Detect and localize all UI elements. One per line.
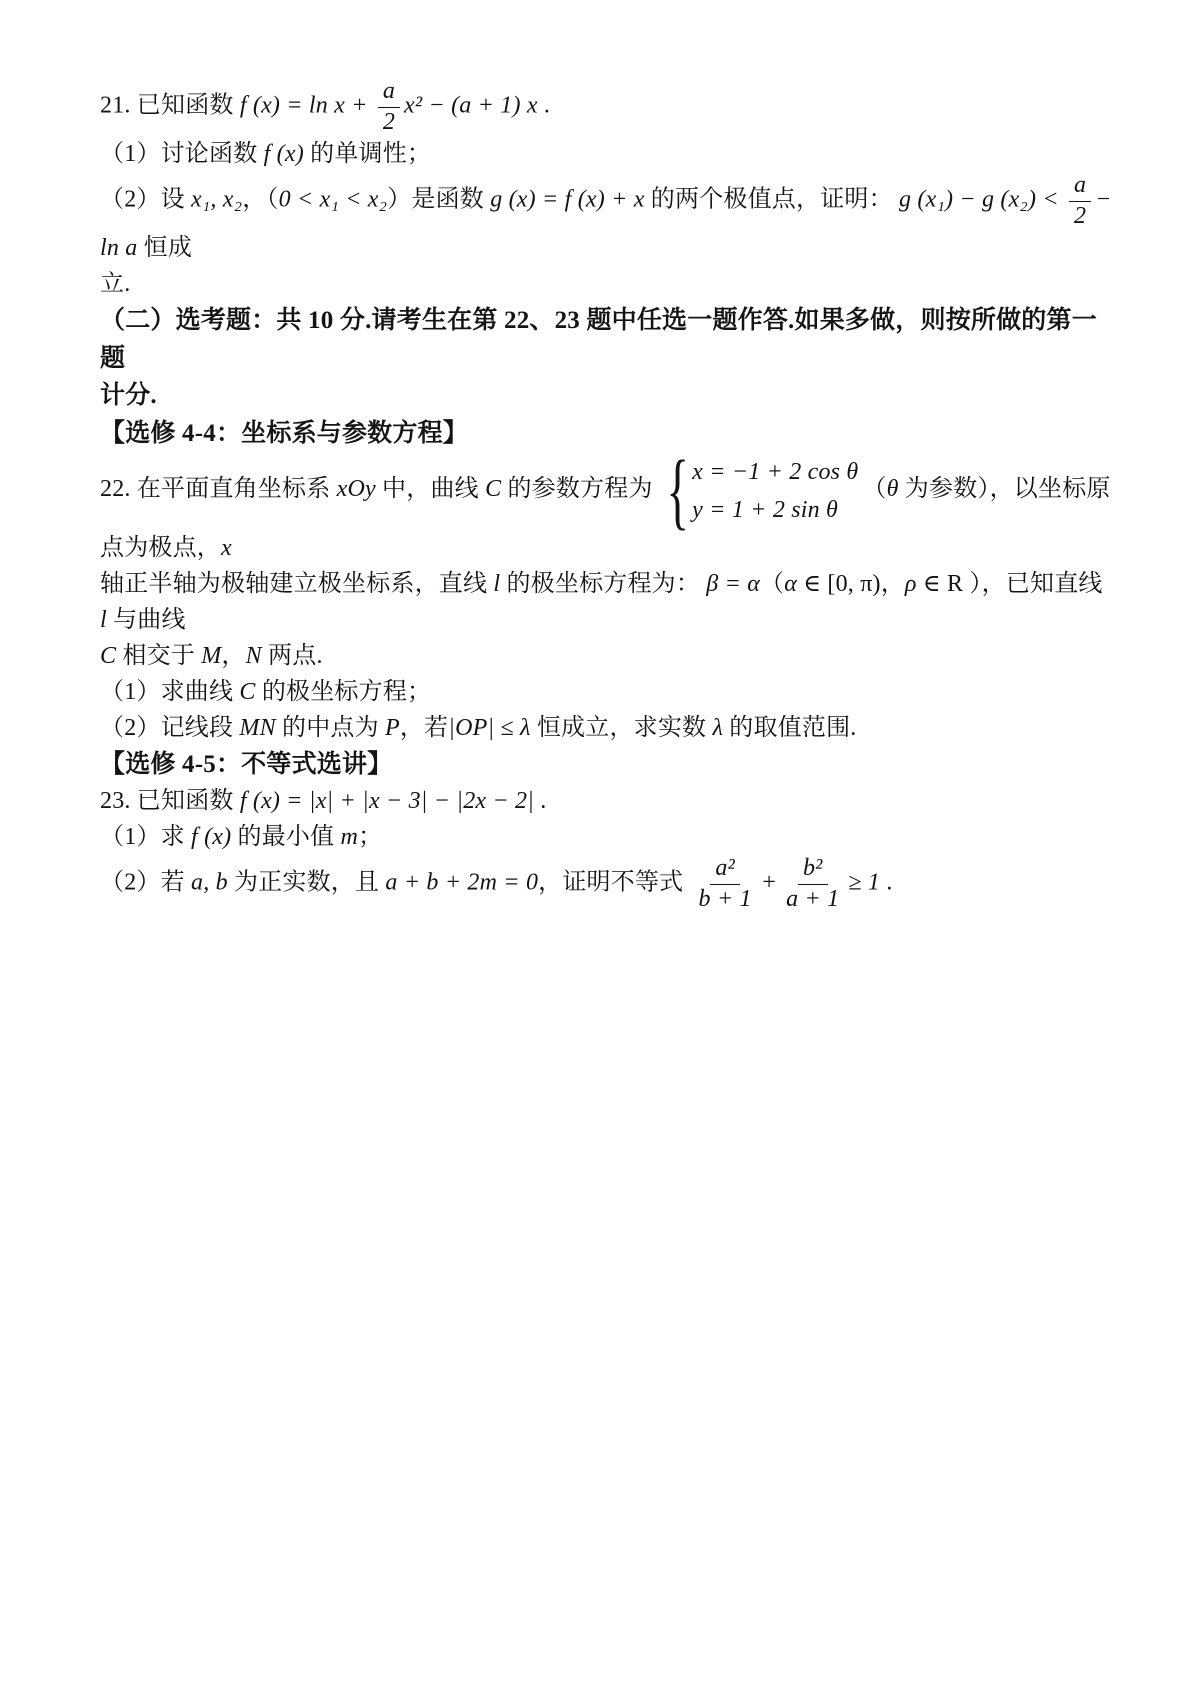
math-text: f (x) = ln x + bbox=[239, 92, 374, 119]
text: 的最小值 bbox=[231, 824, 341, 851]
equation-system bbox=[657, 442, 859, 539]
math-text: a + b + 2m = 0 bbox=[385, 869, 539, 896]
math-text: MN bbox=[239, 714, 276, 741]
left-brace: { bbox=[666, 442, 689, 539]
math-text: x bbox=[221, 534, 232, 561]
text: 的参数方程为 bbox=[501, 476, 653, 503]
math-text: α bbox=[784, 570, 798, 597]
text: ，证明不等式 bbox=[538, 869, 690, 896]
q21-part1 bbox=[100, 136, 1112, 172]
text: 的取值范围. bbox=[723, 714, 857, 741]
math-text: f (x) = |x| + |x − 3| − |2x − 2| bbox=[239, 788, 535, 815]
text: （2）若 bbox=[100, 869, 191, 896]
math-text: xOy bbox=[336, 476, 376, 503]
q23-intro bbox=[100, 783, 1112, 819]
elective45-header bbox=[100, 746, 1112, 784]
math-text: θ bbox=[886, 476, 899, 503]
fraction: $\frac{\text{a²}}{b + 1}$ bbox=[698, 855, 752, 912]
text: 立. bbox=[100, 271, 131, 298]
math-text: C bbox=[485, 476, 502, 503]
text: ，（ bbox=[242, 186, 279, 213]
text: 为参数），以坐标原点为极点， bbox=[100, 476, 1111, 561]
math-text: λ bbox=[712, 714, 724, 741]
q23-part1 bbox=[100, 819, 1112, 855]
text: 恒成立，求实数 bbox=[530, 714, 713, 741]
equation-row: y = 1 + 2 sin θ bbox=[692, 497, 839, 524]
math-text: x² − (a + 1) x bbox=[404, 92, 538, 119]
q22-part1 bbox=[100, 674, 1112, 710]
q22-part2 bbox=[100, 710, 1112, 746]
text: 计分. bbox=[100, 382, 157, 410]
math-text: f (x) bbox=[191, 824, 232, 851]
text: ∈ R ），已知直线 bbox=[916, 570, 1103, 597]
text: 的极坐标方程为： bbox=[500, 570, 707, 597]
math-text: l bbox=[493, 570, 501, 597]
text: （2）设 bbox=[100, 186, 191, 213]
section2-header bbox=[100, 302, 1112, 377]
text: . bbox=[537, 92, 551, 119]
q22-intro-cont bbox=[100, 566, 1112, 638]
text: ， bbox=[221, 642, 246, 669]
math-text: m bbox=[340, 824, 359, 851]
text: 【选修 4-5：不等式选讲】 bbox=[100, 750, 393, 778]
text: ； bbox=[358, 824, 383, 851]
math-text: C bbox=[239, 678, 256, 705]
math-text: x₁, x₂ bbox=[191, 186, 243, 213]
text: ）是函数 bbox=[387, 186, 491, 213]
text: ，若 bbox=[399, 714, 449, 741]
text: 两点. bbox=[261, 642, 323, 669]
text: 21. 已知函数 bbox=[100, 92, 240, 119]
math-text: g (x₁) − g (x₂) < bbox=[899, 186, 1065, 213]
text: . bbox=[880, 869, 893, 896]
text: 相交于 bbox=[116, 642, 202, 669]
text: 的两个极值点，证明： bbox=[644, 186, 899, 213]
math-text: f (x) bbox=[263, 141, 304, 168]
text: 的单调性； bbox=[303, 141, 432, 168]
math-text: − ln a bbox=[100, 186, 1112, 262]
math-text: a, b bbox=[191, 869, 228, 896]
text: 与曲线 bbox=[106, 606, 186, 633]
text: 的极坐标方程； bbox=[255, 678, 432, 705]
equation-row: x = −1 + 2 cos θ bbox=[692, 459, 859, 486]
math-text: |OP| ≤ λ bbox=[448, 714, 531, 741]
q21-part2 bbox=[100, 172, 1112, 266]
math-text: l bbox=[100, 606, 107, 633]
q21-intro bbox=[100, 78, 1112, 136]
text: 23. 已知函数 bbox=[100, 788, 240, 815]
fraction: $\frac{a}{2}$ bbox=[1069, 172, 1091, 230]
text: （2）记线段 bbox=[100, 714, 240, 741]
text: 【选修 4-4：坐标系与参数方程】 bbox=[100, 419, 468, 447]
math-text: N bbox=[245, 642, 262, 669]
fraction: $\frac{a}{2}$ bbox=[378, 78, 400, 136]
math-text: ≥ 1 bbox=[848, 869, 881, 896]
text: （二）选考题：共 10 分.请考生在第 22、23 题中任选一题作答.如果多做，则按所做的第一题 bbox=[100, 307, 1097, 372]
text: 22. 在平面直角坐标系 bbox=[100, 476, 337, 503]
q22-intro-cont2 bbox=[100, 638, 1112, 674]
text: （1）讨论函数 bbox=[100, 141, 264, 168]
math-text: ρ bbox=[904, 570, 917, 597]
q22-intro bbox=[100, 442, 1112, 565]
math-text: C bbox=[100, 642, 117, 669]
section2-cont bbox=[100, 377, 1112, 415]
fraction: $\frac{\text{b²}}{a + 1}$ bbox=[786, 855, 840, 912]
text: 轴正半轴为极轴建立极坐标系，直线 bbox=[100, 570, 494, 597]
text: （ bbox=[760, 570, 785, 597]
text: 的中点为 bbox=[275, 714, 386, 741]
text: . bbox=[534, 788, 547, 815]
text: （1）求曲线 bbox=[100, 678, 240, 705]
text: （1）求 bbox=[100, 824, 191, 851]
math-text: M bbox=[201, 642, 222, 669]
text: 为正实数，且 bbox=[227, 869, 386, 896]
math-text: + bbox=[760, 869, 778, 896]
text: （ bbox=[862, 476, 887, 503]
math-text: 0 < x₁ < x₂ bbox=[278, 186, 388, 213]
q21-part2-cont bbox=[100, 266, 1112, 302]
elective44-header bbox=[100, 415, 1112, 453]
text: 中，曲线 bbox=[375, 476, 486, 503]
text: 恒成 bbox=[137, 235, 193, 262]
math-text: β = α bbox=[706, 570, 761, 597]
q23-part2 bbox=[100, 855, 1112, 913]
math-text: g (x) = f (x) + x bbox=[490, 186, 645, 213]
text: ∈ [0, π)， bbox=[797, 570, 905, 597]
math-text: P bbox=[385, 714, 400, 741]
